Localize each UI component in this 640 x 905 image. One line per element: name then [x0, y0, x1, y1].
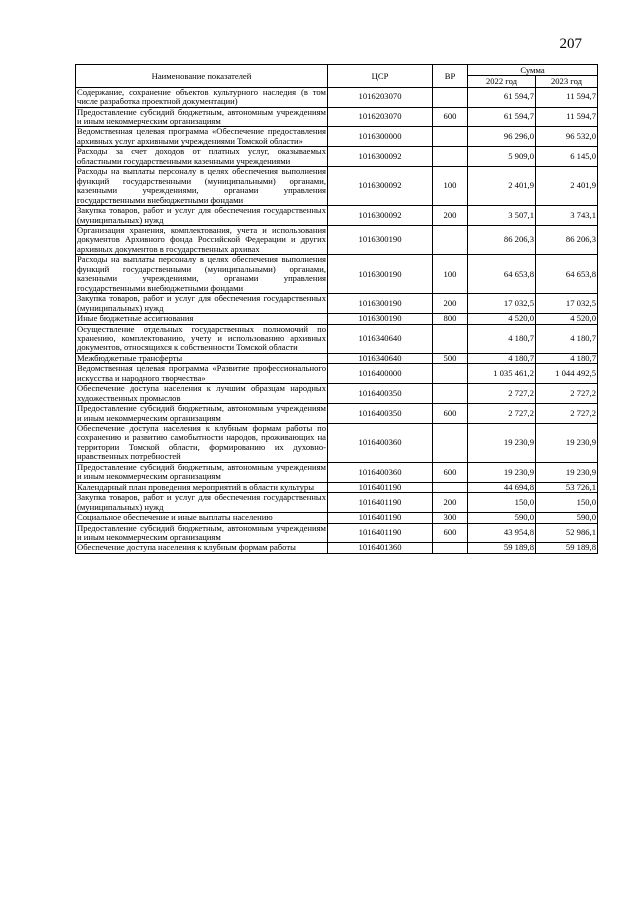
- table-row: [76, 353, 598, 363]
- cell-sum-2023: 11 594,7: [536, 107, 598, 127]
- cell-csr: 1016400360: [328, 462, 433, 482]
- table-row: [76, 206, 598, 226]
- cell-vr: [433, 324, 468, 353]
- cell-vr: 600: [433, 404, 468, 424]
- cell-sum-2022: 17 032,5: [468, 294, 536, 314]
- cell-name: Расходы за счет доходов от платных услуг, оказываемых областными государственными казенными учреждениями: [77, 146, 326, 166]
- table-body: [76, 87, 598, 553]
- table-row: [76, 107, 598, 127]
- cell-sum-2022: 43 954,8: [468, 523, 536, 543]
- cell-sum-2022: 44 694,8: [468, 482, 536, 492]
- cell-csr: 1016300092: [328, 167, 433, 206]
- table-row: [76, 225, 598, 254]
- cell-name: Ведомственная целевая программа «Развитие профессионального искусства и народного творчества»: [77, 363, 326, 383]
- cell-sum-2022: 2 727,2: [468, 384, 536, 404]
- cell-csr: 1016340640: [328, 324, 433, 353]
- cell-vr: 500: [433, 353, 468, 363]
- cell-name: Осуществление отдельных государственных полномочий по хранению, комплектованию, учету и использованию архивных документов, относящихся к собственности Томской области: [77, 323, 326, 353]
- table-row: [76, 404, 598, 424]
- cell-vr: [433, 127, 468, 147]
- cell-csr: 1016300092: [328, 206, 433, 226]
- cell-vr: [433, 87, 468, 107]
- cell-sum-2023: 4 180,7: [536, 324, 598, 353]
- cell-sum-2023: 53 726,1: [536, 482, 598, 492]
- cell-sum-2023: 59 189,8: [536, 543, 598, 553]
- cell-sum-2023: 1 044 492,5: [536, 364, 598, 384]
- cell-vr: 100: [433, 167, 468, 206]
- cell-sum-2023: 19 230,9: [536, 462, 598, 482]
- table-row: [76, 424, 598, 463]
- cell-csr: 1016401190: [328, 523, 433, 543]
- cell-vr: 200: [433, 493, 468, 513]
- cell-csr: 1016400000: [328, 364, 433, 384]
- page-number: 207: [559, 36, 582, 52]
- cell-vr: [433, 424, 468, 463]
- table-header: [76, 65, 598, 88]
- cell-name: Обеспечение доступа населения к клубным формам работы по сохранению и развитию самобытности народов, проживающих на территории Томской области, формированию их духовно-нравственных потребностей: [77, 423, 326, 462]
- table-row: [76, 513, 598, 523]
- cell-sum-2022: 2 401,9: [468, 167, 536, 206]
- cell-sum-2022: 64 653,8: [468, 255, 536, 294]
- cell-sum-2023: 2 727,2: [536, 384, 598, 404]
- cell-sum-2023: 96 532,0: [536, 127, 598, 147]
- cell-csr: 1016400350: [328, 384, 433, 404]
- cell-sum-2022: 19 230,9: [468, 462, 536, 482]
- cell-csr: 1016401190: [328, 513, 433, 523]
- cell-name: Календарный план проведения мероприятий в области культуры: [76, 482, 328, 492]
- header-vr: ВР: [433, 65, 468, 88]
- table-row: [76, 543, 598, 553]
- cell-name: Закупка товаров, работ и услуг для обеспечения государственных (муниципальных) нужд: [77, 205, 326, 225]
- cell-sum-2022: 1 035 461,2: [468, 364, 536, 384]
- cell-sum-2022: 61 594,7: [468, 87, 536, 107]
- cell-sum-2022: 150,0: [468, 493, 536, 513]
- cell-name: Закупка товаров, работ и услуг для обеспечения государственных (муниципальных) нужд: [77, 293, 326, 313]
- cell-vr: 100: [433, 255, 468, 294]
- cell-sum-2023: 11 594,7: [536, 87, 598, 107]
- cell-name: Обеспечение доступа населения к лучшим образцам народных художественных промыслов: [77, 383, 326, 403]
- header-csr: ЦСР: [328, 65, 433, 88]
- cell-sum-2023: 6 145,0: [536, 147, 598, 167]
- cell-sum-2023: 64 653,8: [536, 255, 598, 294]
- table-row: [76, 294, 598, 314]
- cell-sum-2023: 150,0: [536, 493, 598, 513]
- cell-sum-2023: 590,0: [536, 513, 598, 523]
- cell-vr: 600: [433, 523, 468, 543]
- cell-csr: 1016300190: [328, 255, 433, 294]
- cell-sum-2023: 3 743,1: [536, 206, 598, 226]
- cell-csr: 1016203070: [328, 107, 433, 127]
- table-row: [76, 314, 598, 324]
- table-row: [76, 384, 598, 404]
- cell-csr: 1016300190: [328, 294, 433, 314]
- table-row: [76, 127, 598, 147]
- cell-csr: 1016300190: [328, 225, 433, 254]
- cell-name: Организация хранения, комплектования, учета и использования документов Архивного фонда Российской Федерации и других архивных документов в государственных архивах: [77, 224, 326, 254]
- cell-sum-2022: 4 180,7: [468, 353, 536, 363]
- table-row: [76, 462, 598, 482]
- cell-name: Социальное обеспечение и иные выплаты населению: [76, 513, 328, 523]
- table-row: [76, 87, 598, 107]
- cell-csr: 1016300092: [328, 147, 433, 167]
- table-row: [76, 523, 598, 543]
- cell-sum-2023: 4 180,7: [536, 353, 598, 363]
- cell-name: Закупка товаров, работ и услуг для обеспечения государственных (муниципальных) нужд: [77, 492, 326, 512]
- cell-sum-2023: 2 401,9: [536, 167, 598, 206]
- cell-name: Иные бюджетные ассигнования: [76, 314, 328, 324]
- cell-vr: 300: [433, 513, 468, 523]
- cell-name: Предоставление субсидий бюджетным, автономным учреждениям и иным некоммерческим организациям: [77, 522, 326, 543]
- cell-vr: 600: [433, 107, 468, 127]
- cell-sum-2022: 19 230,9: [468, 424, 536, 463]
- table-row: [76, 147, 598, 167]
- table-row: [76, 493, 598, 513]
- table-row: [76, 364, 598, 384]
- header-sum: Сумма: [468, 65, 598, 76]
- cell-name: Содержание, сохранение объектов культурного наследия (в том числе разработка проектной документации): [77, 86, 326, 107]
- cell-sum-2023: 86 206,3: [536, 225, 598, 254]
- cell-name: Расходы на выплаты персоналу в целях обеспечения выполнения функций государственными (муниципальными) органами, казенными учреждениями, органами управления государственными внебюджетными фондами: [77, 166, 326, 205]
- cell-vr: 200: [433, 294, 468, 314]
- cell-sum-2022: 4 520,0: [468, 314, 536, 324]
- header-year-2023: 2023 год: [536, 76, 598, 87]
- cell-sum-2022: 86 206,3: [468, 225, 536, 254]
- cell-sum-2022: 59 189,8: [468, 543, 536, 553]
- cell-sum-2023: 4 520,0: [536, 314, 598, 324]
- cell-sum-2022: 4 180,7: [468, 324, 536, 353]
- cell-csr: 1016401360: [328, 543, 433, 553]
- budget-table: [75, 64, 598, 554]
- table-row: [76, 167, 598, 206]
- table-row: [76, 255, 598, 294]
- table-row: [76, 482, 598, 492]
- cell-csr: 1016400360: [328, 424, 433, 463]
- cell-sum-2023: 17 032,5: [536, 294, 598, 314]
- table-row: [76, 324, 598, 353]
- cell-vr: [433, 482, 468, 492]
- cell-csr: 1016401190: [328, 482, 433, 492]
- cell-vr: 800: [433, 314, 468, 324]
- cell-sum-2022: 96 296,0: [468, 127, 536, 147]
- cell-sum-2022: 5 909,0: [468, 147, 536, 167]
- cell-vr: 200: [433, 206, 468, 226]
- cell-sum-2022: 590,0: [468, 513, 536, 523]
- cell-name: Обеспечение доступа населения к клубным формам работы: [76, 543, 328, 553]
- cell-csr: 1016300190: [328, 314, 433, 324]
- cell-csr: 1016203070: [328, 87, 433, 107]
- cell-csr: 1016401190: [328, 493, 433, 513]
- cell-vr: [433, 364, 468, 384]
- cell-vr: [433, 147, 468, 167]
- cell-sum-2023: 2 727,2: [536, 404, 598, 424]
- cell-vr: 600: [433, 462, 468, 482]
- cell-name: Предоставление субсидий бюджетным, автономным учреждениям и иным некоммерческим организациям: [77, 106, 326, 126]
- cell-csr: 1016340640: [328, 353, 433, 363]
- cell-name: Ведомственная целевая программа «Обеспечение предоставления архивных услуг архивными учреждениями Томской области»: [77, 126, 326, 146]
- cell-vr: [433, 384, 468, 404]
- cell-vr: [433, 225, 468, 254]
- cell-sum-2023: 19 230,9: [536, 424, 598, 463]
- cell-sum-2022: 3 507,1: [468, 206, 536, 226]
- cell-sum-2022: 61 594,7: [468, 107, 536, 127]
- header-year-2022: 2022 год: [468, 76, 536, 87]
- cell-sum-2023: 52 986,1: [536, 523, 598, 543]
- cell-name: Предоставление субсидий бюджетным, автономным учреждениям и иным некоммерческим организациям: [77, 403, 326, 423]
- header-name: Наименование показателей: [76, 65, 328, 88]
- cell-name: Предоставление субсидий бюджетным, автономным учреждениям и иным некоммерческим организациям: [77, 461, 326, 482]
- cell-name: Расходы на выплаты персоналу в целях обеспечения выполнения функций государственными (муниципальными) органами, казенными учреждениями, органами управления государственными внебюджетными фондами: [77, 254, 326, 293]
- cell-csr: 1016300000: [328, 127, 433, 147]
- cell-sum-2022: 2 727,2: [468, 404, 536, 424]
- cell-csr: 1016400350: [328, 404, 433, 424]
- cell-vr: [433, 543, 468, 553]
- cell-name: Межбюджетные трансферты: [76, 353, 328, 363]
